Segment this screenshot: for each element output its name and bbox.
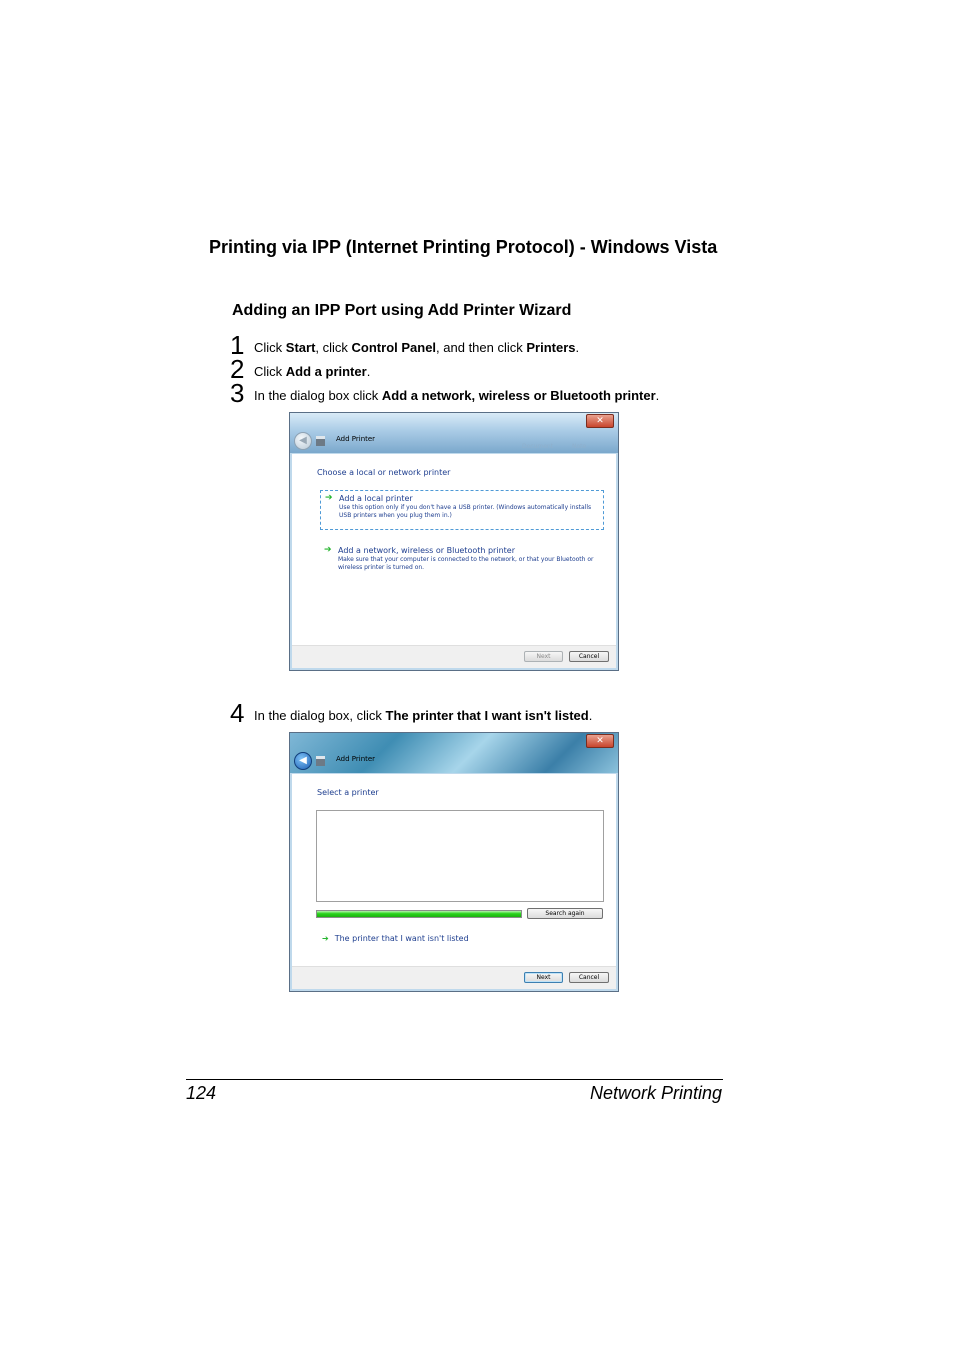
- step-text: Click Add a printer.: [254, 364, 371, 379]
- printer-list[interactable]: [316, 810, 604, 902]
- printer-icon: [316, 756, 325, 766]
- option-title: Add a local printer: [339, 494, 413, 503]
- section-name: Network Printing: [589, 1083, 722, 1103]
- option-title: Add a network, wireless or Bluetooth printer: [338, 546, 515, 555]
- next-button[interactable]: Next: [524, 972, 563, 983]
- option-description: Make sure that your computer is connected to the network, or that your Bluetooth or wireless printer is turned on.: [338, 556, 594, 571]
- back-arrow-icon[interactable]: ◀: [294, 752, 312, 770]
- window-title: Add Printer: [336, 435, 376, 443]
- step-number: 2: [230, 354, 245, 384]
- window-titlebar: [290, 733, 618, 773]
- add-printer-dialog-1: [289, 412, 619, 671]
- page-number: 124: [186, 1083, 217, 1103]
- green-arrow-icon: ➔: [322, 934, 329, 943]
- close-icon[interactable]: ✕: [586, 414, 614, 428]
- search-again-button[interactable]: Search again: [527, 908, 603, 919]
- window-titlebar: [290, 413, 618, 453]
- cancel-button[interactable]: Cancel: [569, 972, 609, 983]
- footer-rule: [186, 1079, 723, 1080]
- dialog-body: [292, 774, 616, 967]
- step-text: Click Start, click Control Panel, and then click Printers.: [254, 340, 580, 355]
- green-arrow-icon: ➔: [324, 545, 332, 555]
- step-number: 4: [230, 698, 245, 728]
- step-number: 1: [230, 330, 245, 360]
- dialog-heading: Choose a local or network printer: [317, 468, 451, 477]
- titlebar-watermark-text: Note: [572, 443, 587, 450]
- dialog-body: [292, 454, 616, 646]
- option-description: Use this option only if you don't have a USB printer. (Windows automatically installs USB printers when you plug them in.): [339, 504, 592, 519]
- add-network-printer-option[interactable]: [320, 543, 604, 583]
- close-icon[interactable]: ✕: [586, 734, 614, 748]
- add-local-printer-option[interactable]: [320, 490, 604, 530]
- dialog-heading: Select a printer: [317, 788, 379, 797]
- progress-fill: [317, 911, 521, 917]
- window-title: Add Printer: [336, 755, 376, 763]
- cancel-button[interactable]: Cancel: [569, 651, 609, 662]
- next-button[interactable]: Next: [524, 651, 563, 662]
- page-title: Printing via IPP (Internet Printing Protocol) - Windows Vista: [209, 237, 718, 257]
- dialog-footer: [292, 645, 616, 668]
- section-subtitle: Adding an IPP Port using Add Printer Wizard: [232, 302, 572, 319]
- search-progress-bar: [316, 910, 522, 918]
- step-text: In the dialog box, click The printer that I want isn't listed.: [254, 708, 593, 723]
- dialog-footer: [292, 966, 616, 989]
- titlebar-watermark-text: Document: [522, 443, 554, 450]
- step-number: 3: [230, 378, 245, 408]
- printer-icon: [316, 436, 325, 446]
- green-arrow-icon: ➔: [325, 493, 333, 503]
- printer-not-listed-link[interactable]: [322, 934, 469, 943]
- add-printer-dialog-2: [289, 732, 619, 992]
- link-label: The printer that I want isn't listed: [334, 934, 469, 943]
- back-arrow-icon[interactable]: ◀: [294, 432, 312, 450]
- step-text: In the dialog box click Add a network, wireless or Bluetooth printer.: [254, 388, 660, 403]
